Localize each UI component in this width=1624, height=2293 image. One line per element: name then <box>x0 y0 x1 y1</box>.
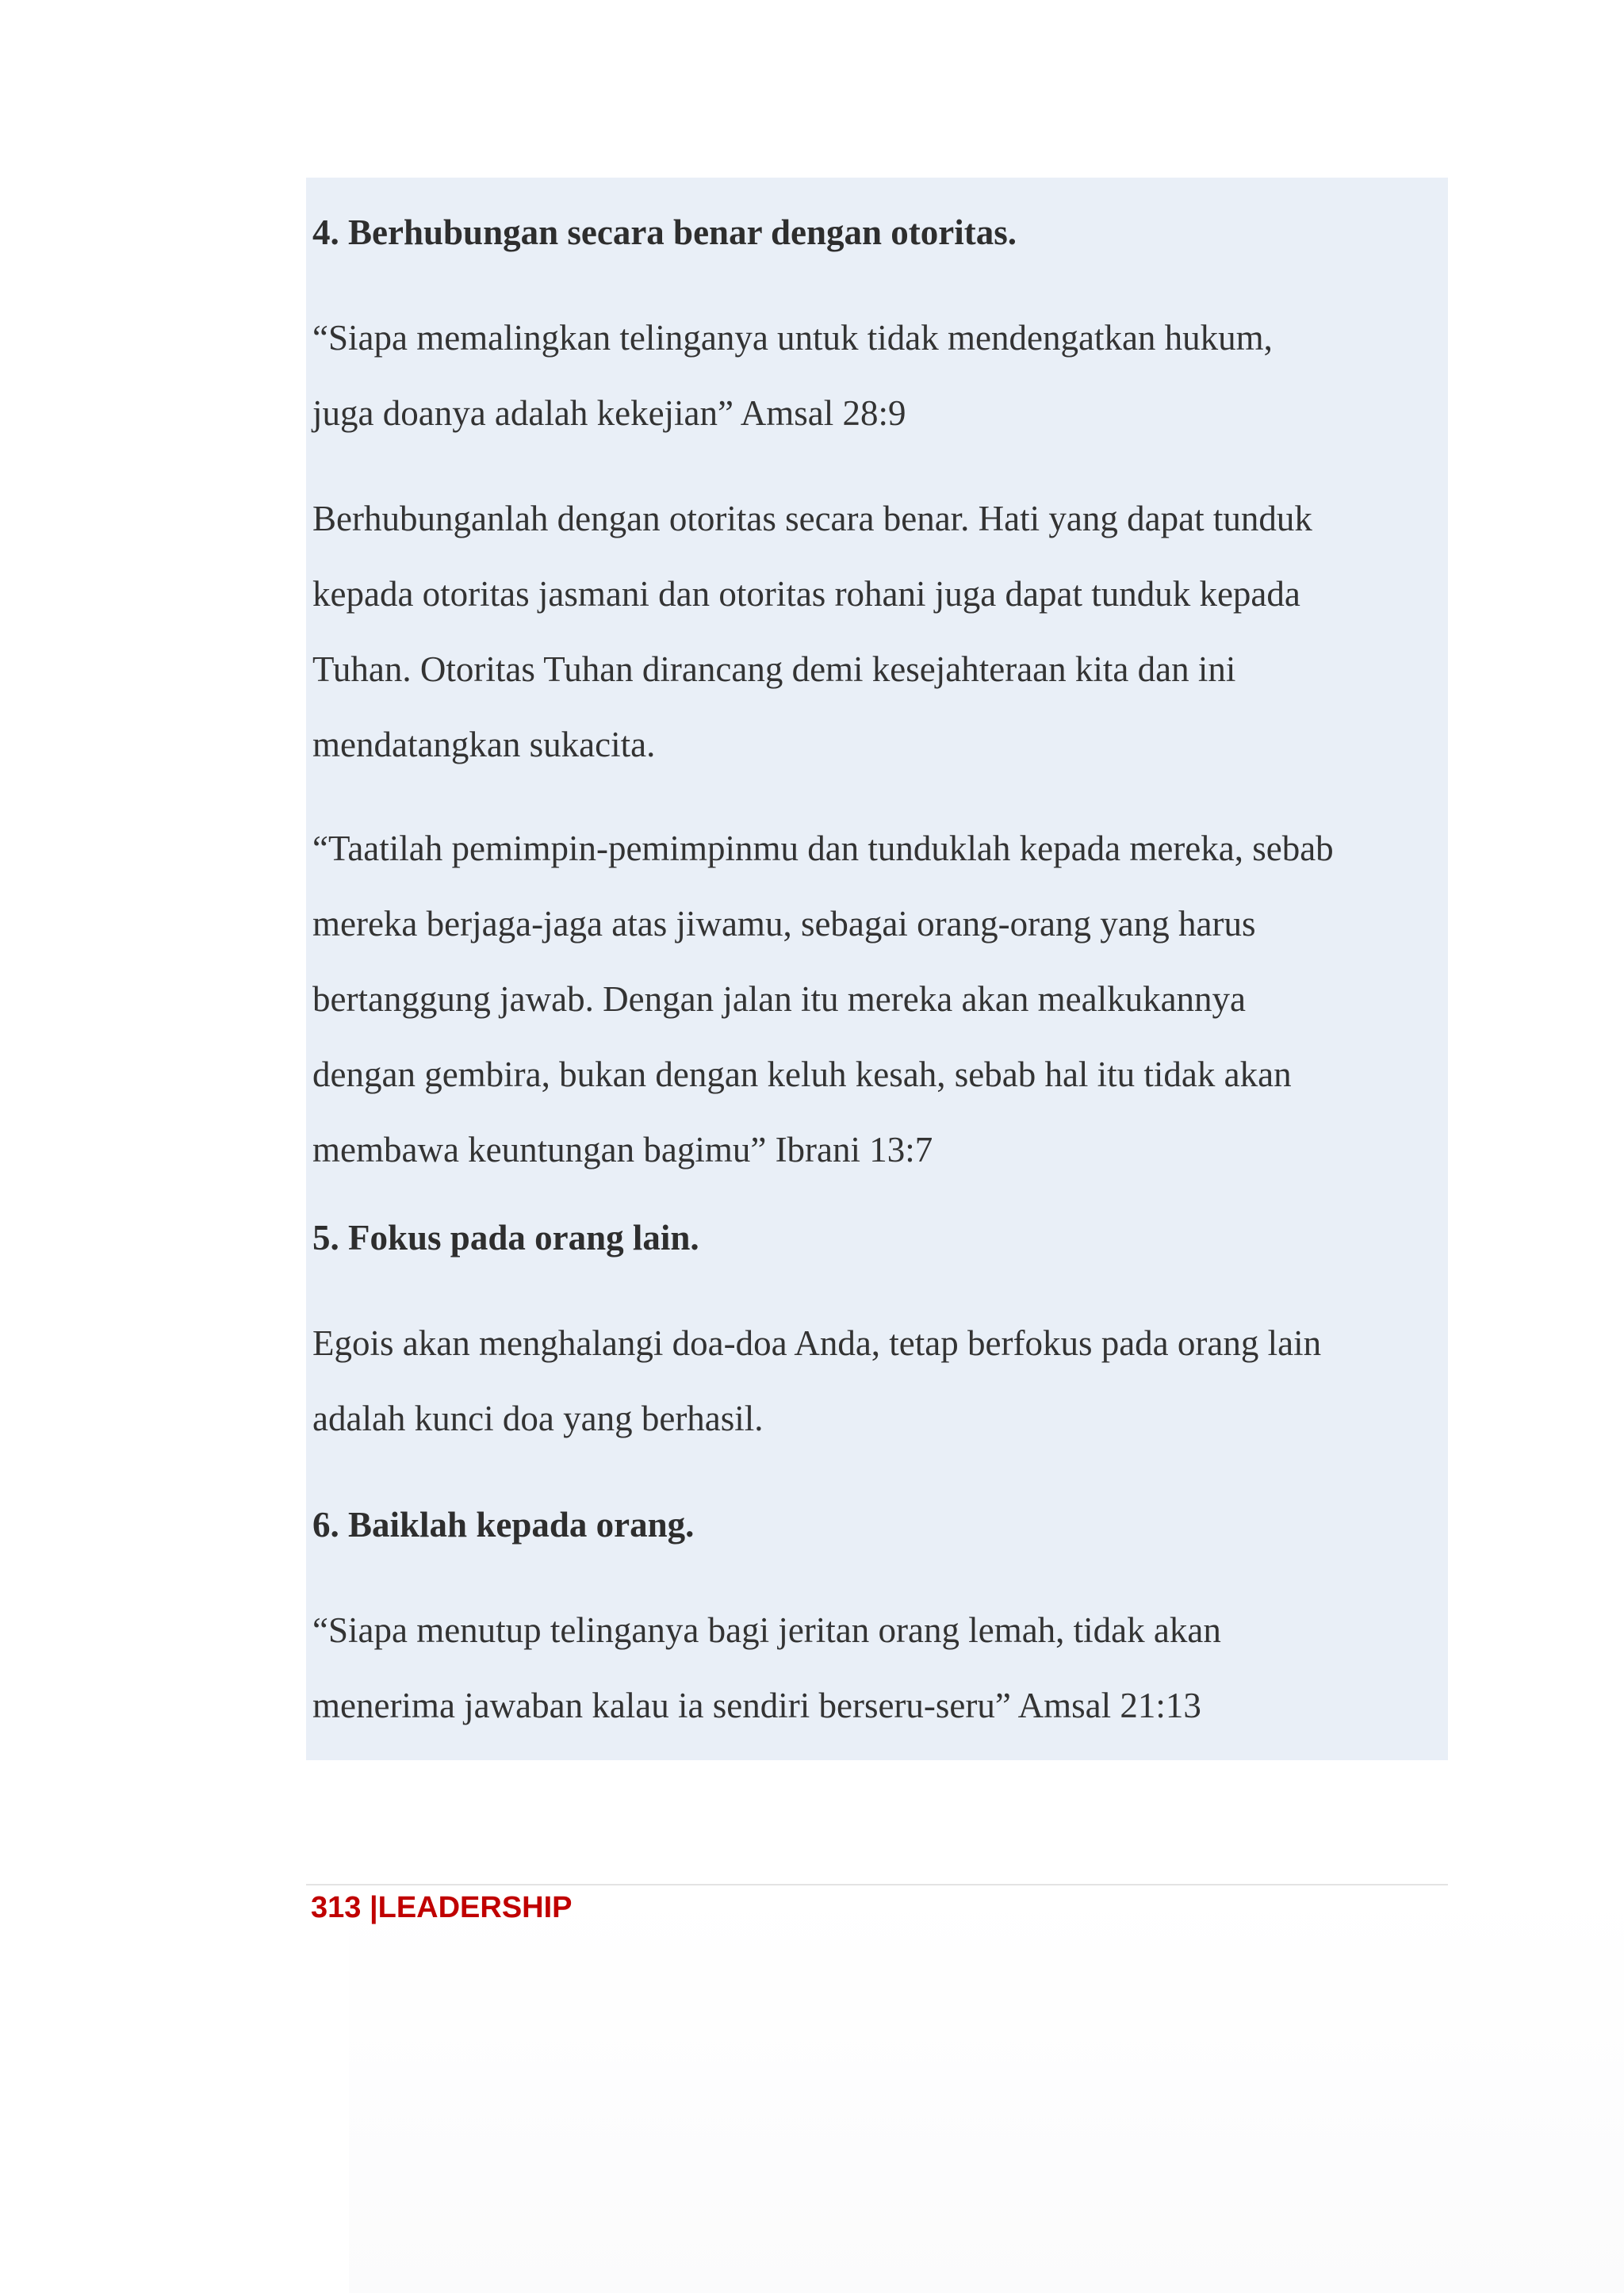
heading-text: 4. Berhubungan secara benar dengan otoritas. <box>312 212 1017 252</box>
page-number: 313 <box>311 1891 362 1924</box>
quote-line: dengan gembira, bukan dengan keluh kesah, sebab hal itu tidak akan <box>312 1055 1292 1094</box>
footer-title: LEADERSHIP <box>377 1891 573 1924</box>
quote-line: menerima jawaban kalau ia sendiri berseru-seru” Amsal 21:13 <box>312 1686 1201 1725</box>
quote-line: “Siapa memalingkan telinganya untuk tidak mendengatkan hukum, <box>312 318 1273 358</box>
section-4-heading <box>312 195 1017 270</box>
section-6-heading <box>312 1487 694 1563</box>
section-4-body <box>312 481 1312 783</box>
body-line: Egois akan menghalangi doa-doa Anda, tetap berfokus pada orang lain <box>312 1323 1322 1363</box>
quote-line: “Siapa menutup telinganya bagi jeritan orang lemah, tidak akan <box>312 1610 1221 1650</box>
quote-line: juga doanya adalah kekejian” Amsal 28:9 <box>312 393 906 433</box>
body-line: kepada otoritas jasmani dan otoritas rohani juga dapat tunduk kepada <box>312 574 1300 614</box>
section-4-quote-ibrani-13 <box>312 811 1334 1188</box>
page-shade <box>349 1887 1624 2293</box>
body-line: adalah kunci doa yang berhasil. <box>312 1399 764 1438</box>
section-5-heading <box>312 1200 699 1276</box>
quote-line: “Taatilah pemimpin-pemimpinmu dan tunduklah kepada mereka, sebab <box>312 829 1334 868</box>
body-line: mendatangkan sukacita. <box>312 725 656 764</box>
quote-line: membawa keuntungan bagimu” Ibrani 13:7 <box>312 1130 933 1169</box>
footer-separator: | <box>361 1891 378 1924</box>
page-footer <box>311 1882 573 1933</box>
section-5-body <box>312 1306 1321 1457</box>
document-content <box>306 178 1448 1760</box>
body-line: Berhubunganlah dengan otoritas secara benar. Hati yang dapat tunduk <box>312 499 1312 538</box>
quote-line: mereka berjaga-jaga atas jiwamu, sebagai orang-orang yang harus <box>312 904 1256 944</box>
quote-line: bertanggung jawab. Dengan jalan itu mereka akan mealkukannya <box>312 979 1247 1019</box>
section-6-quote-amsal-21 <box>312 1593 1221 1744</box>
body-line: Tuhan. Otoritas Tuhan dirancang demi kesejahteraan kita dan ini <box>312 649 1236 689</box>
heading-text: 6. Baiklah kepada orang. <box>312 1505 695 1545</box>
heading-text: 5. Fokus pada orang lain. <box>312 1218 699 1258</box>
section-4-quote-amsal-28 <box>312 301 1273 451</box>
